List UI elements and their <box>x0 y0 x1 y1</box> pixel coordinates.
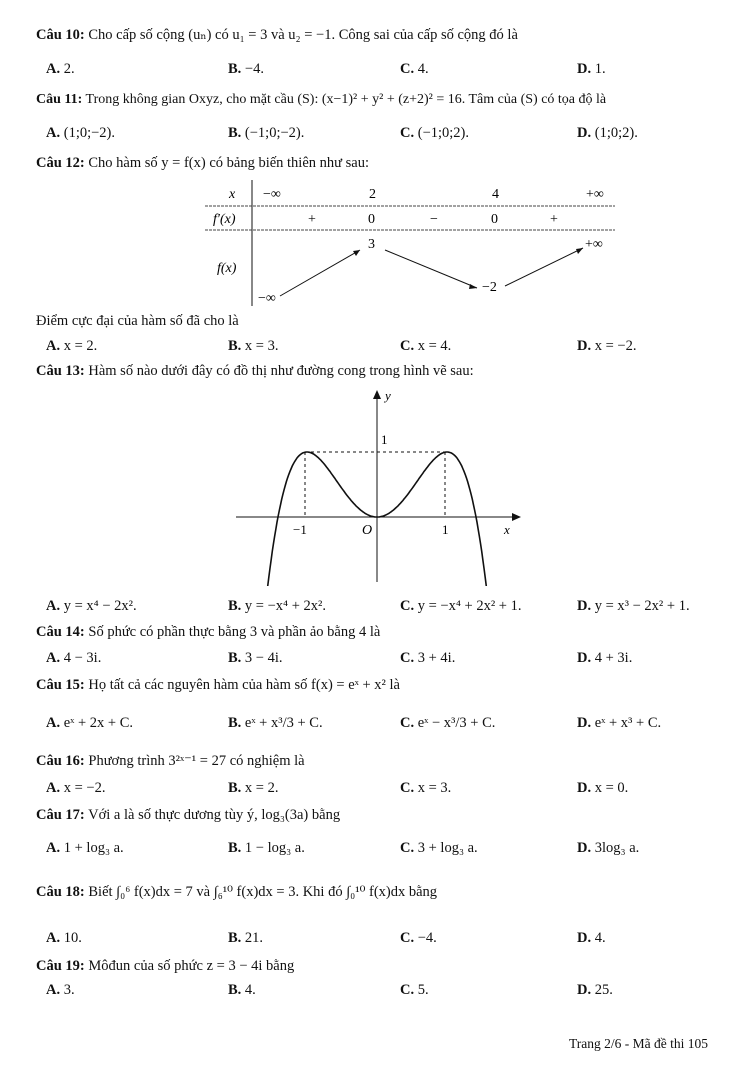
question-13: Câu 13: Hàm số nào dưới đây có đồ thị như đường cong trong hình vẽ sau: <box>36 363 474 379</box>
option-c: C. eˣ − x³/3 + C. <box>400 715 496 731</box>
question-12: Câu 12: Cho hàm số y = f(x) có bảng biến thiên như sau: <box>36 155 369 171</box>
table-label-fprime: f′(x) <box>213 212 236 227</box>
sign-minus: − <box>430 212 438 227</box>
option-b: B. (−1;0;−2). <box>228 125 305 141</box>
option-a: A. 1 + log₃ a. <box>46 840 124 856</box>
option-d: D. 4. <box>577 930 606 946</box>
option-a: A. 4 − 3i. <box>46 650 102 666</box>
question-15: Câu 15: Họ tất cả các nguyên hàm của hàm số f(x) = eˣ + x² là <box>36 677 400 693</box>
question-16: Câu 16: Phương trình 3²ˣ⁻¹ = 27 có nghiệm là <box>36 753 305 769</box>
option-a: A. (1;0;−2). <box>46 125 116 141</box>
sign-plus-2: + <box>550 212 558 227</box>
option-c: C. (−1;0;2). <box>400 125 470 141</box>
question-11: Câu 11: Trong không gian Oxyz, cho mặt cầu (S): (x−1)² + y² + (z+2)² = 16. Tâm của (S) có tọa độ là <box>36 92 607 107</box>
table-label-x: x <box>229 187 236 202</box>
question-text: Hàm số nào dưới đây có đồ thị như đường cong trong hình vẽ sau: <box>88 363 474 379</box>
option-d: D. y = x³ − 2x² + 1. <box>577 598 690 614</box>
tick-pos1: 1 <box>442 522 449 537</box>
arrow-increase-2 <box>505 248 583 286</box>
table-label-f: f(x) <box>217 261 237 276</box>
option-a: A. x = 2. <box>46 338 98 354</box>
question-text: Biết ∫₀⁶ f(x)dx = 7 và ∫₆¹⁰ f(x)dx = 3. Khi đó ∫₀¹⁰ f(x)dx bằng <box>88 884 438 900</box>
option-c: C. 3 + 4i. <box>400 650 456 666</box>
question-10: Câu 10: Cho cấp số cộng (uₙ) có u₁ = 3 và u₂ = −1. Công sai của cấp số cộng đó là <box>36 27 518 43</box>
option-c: C. 3 + log₃ a. <box>400 840 478 856</box>
question-text: Số phức có phần thực bằng 3 và phần ảo bằng 4 là <box>88 624 381 640</box>
option-c: C. y = −x⁴ + 2x² + 1. <box>400 598 522 614</box>
table-x-4: 4 <box>492 187 499 202</box>
x-axis-label: x <box>504 522 510 537</box>
option-a: A. 10. <box>46 930 82 946</box>
tick-neg1: −1 <box>293 522 307 537</box>
question-text: Phương trình 3²ˣ⁻¹ = 27 có nghiệm là <box>88 753 305 769</box>
option-c: C. 5. <box>400 982 429 998</box>
question-text: Trong không gian Oxyz, cho mặt cầu (S): (x−1)² + y² + (z+2)² = 16. Tâm của (S) có tọa độ là <box>85 92 607 107</box>
f-pos-inf: +∞ <box>585 237 603 252</box>
f-min-neg2: −2 <box>482 280 497 295</box>
table-x-neg-inf: −∞ <box>263 187 281 202</box>
option-d: D. eˣ + x³ + C. <box>577 715 662 731</box>
option-c: C. x = 4. <box>400 338 452 354</box>
option-a: A. eˣ + 2x + C. <box>46 715 134 731</box>
option-d: D. 1. <box>577 61 606 77</box>
option-d: D. 25. <box>577 982 613 998</box>
option-c: C. 4. <box>400 61 429 77</box>
sign-plus-1: + <box>308 212 316 227</box>
question-text: Cho cấp số cộng (uₙ) có u₁ = 3 và u₂ = −1. Công sai của cấp số cộng đó là <box>88 27 518 43</box>
option-c: C. −4. <box>400 930 437 946</box>
question-text: Cho hàm số y = f(x) có bảng biến thiên như sau: <box>88 155 369 171</box>
option-a: A. x = −2. <box>46 780 106 796</box>
question-text: Môđun của số phức z = 3 − 4i bằng <box>88 958 295 974</box>
arrow-decrease <box>385 250 477 288</box>
option-b: B. 3 − 4i. <box>228 650 283 666</box>
sign-zero-2: 0 <box>491 212 498 227</box>
option-b: B. eˣ + x³/3 + C. <box>228 715 323 731</box>
option-a: A. 2. <box>46 61 75 77</box>
question-17: Câu 17: Với a là số thực dương tùy ý, log₃(3a) bằng <box>36 807 341 823</box>
option-c: C. x = 3. <box>400 780 452 796</box>
sign-zero-1: 0 <box>368 212 375 227</box>
tick-y1: 1 <box>381 432 388 447</box>
origin-label: O <box>362 523 373 538</box>
option-a: A. 3. <box>46 982 75 998</box>
option-d: D. (1;0;2). <box>577 125 638 141</box>
x-axis-arrow <box>512 513 521 521</box>
page-footer: Trang 2/6 - Mã đề thi 105 <box>569 1036 708 1051</box>
question-19: Câu 19: Môđun của số phức z = 3 − 4i bằng <box>36 958 295 974</box>
formula: f(x) = eˣ + x² <box>311 677 386 693</box>
arrow-increase-1 <box>280 250 360 296</box>
variation-table <box>205 178 625 311</box>
option-d: D. 3log₃ a. <box>577 840 640 856</box>
question-18: Câu 18: Biết ∫₀⁶ f(x)dx = 7 và ∫₆¹⁰ f(x)dx = 3. Khi đó ∫₀¹⁰ f(x)dx bằng <box>36 884 438 900</box>
option-d: D. x = 0. <box>577 780 629 796</box>
option-b: B. x = 2. <box>228 780 279 796</box>
table-x-2: 2 <box>369 187 376 202</box>
table-x-pos-inf: +∞ <box>586 187 604 202</box>
question-14: Câu 14: Số phức có phần thực bằng 3 và phần ảo bằng 4 là <box>36 624 381 640</box>
f-neg-inf: −∞ <box>258 291 276 306</box>
option-b: B. x = 3. <box>228 338 279 354</box>
option-b: B. 1 − log₃ a. <box>228 840 305 856</box>
f-max-3: 3 <box>368 237 375 252</box>
question-text: Với a là số thực dương tùy ý, log₃(3a) bằng <box>88 807 341 823</box>
y-axis-arrow <box>373 390 381 399</box>
option-a: A. y = x⁴ − 2x². <box>46 598 137 614</box>
option-b: B. −4. <box>228 61 264 77</box>
option-b: B. y = −x⁴ + 2x². <box>228 598 326 614</box>
option-d: D. x = −2. <box>577 338 637 354</box>
y-axis-label: y <box>385 388 391 403</box>
option-b: B. 21. <box>228 930 264 946</box>
function-graph <box>232 386 522 591</box>
question-12-prompt: Điểm cực đại của hàm số đã cho là <box>36 313 239 329</box>
option-b: B. 4. <box>228 982 256 998</box>
option-d: D. 4 + 3i. <box>577 650 633 666</box>
